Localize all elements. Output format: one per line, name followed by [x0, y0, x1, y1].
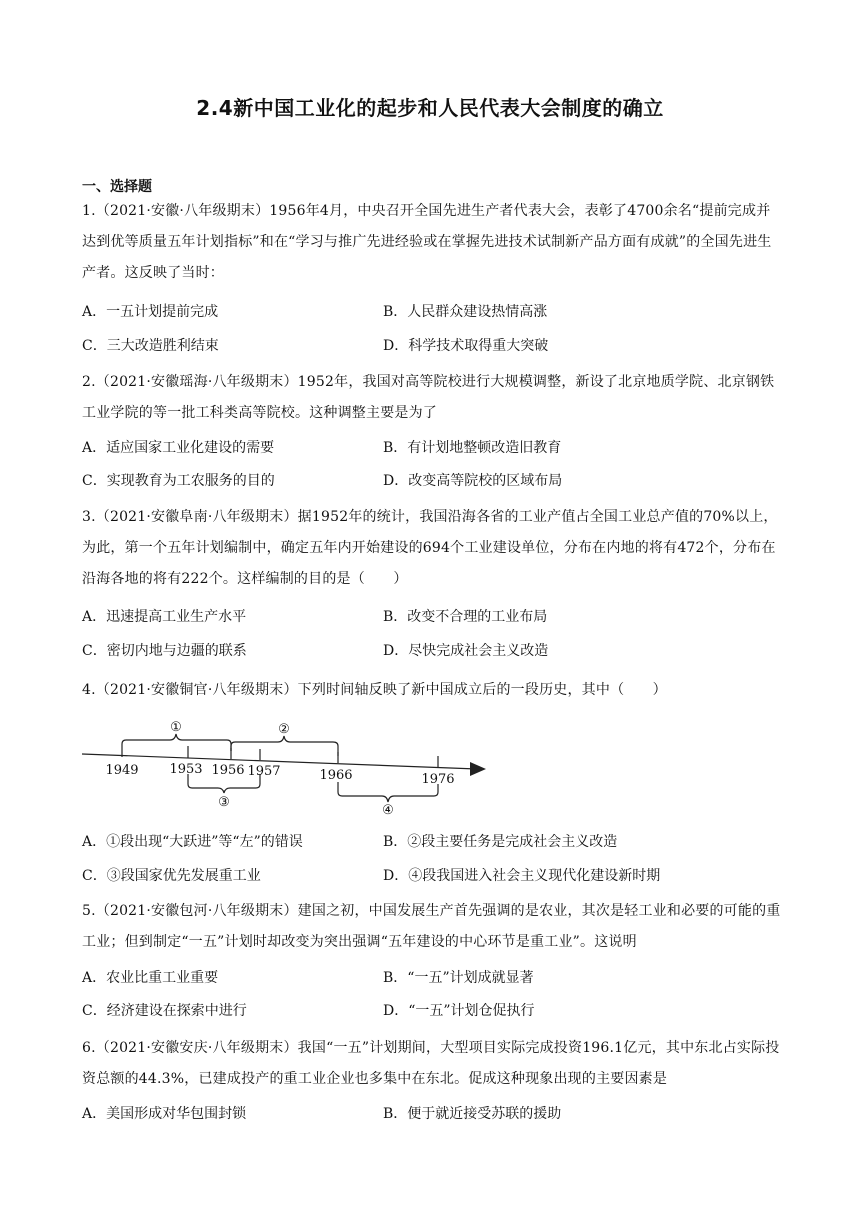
year-label: 1949 [105, 763, 139, 778]
option-a: A．美国形成对华包围封锁 [82, 1106, 247, 1122]
option-b: B．有计划地整顿改造旧教育 [383, 440, 562, 456]
year-label: 1956 [211, 763, 245, 778]
segment-label: ③ [218, 795, 230, 810]
timeline-figure [82, 716, 502, 826]
arrow-head-icon [470, 762, 486, 776]
year-label: 1957 [247, 764, 281, 779]
option-d: D．④段我国进入社会主义现代化建设新时期 [383, 868, 661, 884]
option-b: B．便于就近接受苏联的援助 [383, 1106, 562, 1122]
option-c: C．实现教育为工农服务的目的 [82, 473, 275, 489]
option-c: C．密切内地与边疆的联系 [82, 643, 247, 659]
option-b: B．②段主要任务是完成社会主义改造 [383, 834, 618, 850]
segment-label: ④ [382, 803, 394, 818]
section-heading: 一、选择题 [82, 179, 152, 195]
option-d: D．改变高等院校的区域布局 [383, 473, 563, 489]
question-stem: 5.（2021·安徽包河·八年级期末）建国之初，中国发展生产首先强调的是农业，其次是轻工业和必要的可能的重工业；但到制定“一五”计划时却改变为突出强调“五年建设的中心环节是重工业”。这说明 [82, 903, 781, 950]
option-c: C．③段国家优先发展重工业 [82, 868, 261, 884]
option-a: A．农业比重工业重要 [82, 970, 219, 986]
option-a: A．适应国家工业化建设的需要 [82, 440, 275, 456]
option-a: A．一五计划提前完成 [82, 304, 219, 320]
question-stem: 2.（2021·安徽瑶海·八年级期末）1952年，我国对高等院校进行大规模调整，新设了北京地质学院、北京钢铁工业学院的等一批工科类高等院校。这种调整主要是为了 [82, 374, 775, 421]
year-label: 1976 [421, 772, 455, 787]
option-d: D．“一五”计划仓促执行 [383, 1003, 535, 1019]
year-label: 1966 [319, 768, 353, 783]
segment-1-brace [122, 734, 231, 757]
question-stem: 1.（2021·安徽·八年级期末）1956年4月，中央召开全国先进生产者代表大会，表彰了4700余名“提前完成并达到优等质量五年计划指标”和在“学习与推广先进经验或在掌握先进技术试制新产品方面有成就”的全国先进生产者。这反映了当时： [82, 203, 772, 281]
segment-2-brace [231, 736, 338, 756]
option-d: D．尽快完成社会主义改造 [383, 643, 549, 659]
option-b: B．人民群众建设热情高涨 [383, 304, 548, 320]
option-c: C．经济建设在探索中进行 [82, 1003, 247, 1019]
option-a: A．迅速提高工业生产水平 [82, 609, 247, 625]
page-title: 2.4新中国工业化的起步和人民代表大会制度的确立 [196, 96, 664, 120]
option-c: C．三大改造胜利结束 [82, 338, 219, 354]
segment-label: ① [170, 720, 182, 735]
question-stem: 6.（2021·安徽安庆·八年级期末）我国“一五”计划期间，大型项目实际完成投资196.1亿元，其中东北占实际投资总额的44.3%，已建成投产的重工业企业也多集中在东北。促成这种现象出现的主要因素是 [82, 1040, 780, 1087]
option-d: D．科学技术取得重大突破 [383, 338, 549, 354]
year-label: 1953 [169, 762, 203, 777]
option-b: B．“一五”计划成就显著 [383, 970, 534, 986]
question-stem: 4.（2021·安徽铜官·八年级期末）下列时间轴反映了新中国成立后的一段历史，其中（ ） [82, 682, 667, 698]
option-a: A．①段出现“大跃进”等“左”的错误 [82, 834, 303, 850]
option-b: B．改变不合理的工业布局 [383, 609, 548, 625]
question-stem: 3.（2021·安徽阜南·八年级期末）据1952年的统计，我国沿海各省的工业产值占全国工业总产值的70%以上，为此，第一个五年计划编制中，确定五年内开始建设的694个工业建设单位，分布在内地的将有472个，分布在沿海各地的将有222个。这样编制的目的是（ ） [82, 509, 778, 587]
segment-label: ② [278, 722, 290, 737]
